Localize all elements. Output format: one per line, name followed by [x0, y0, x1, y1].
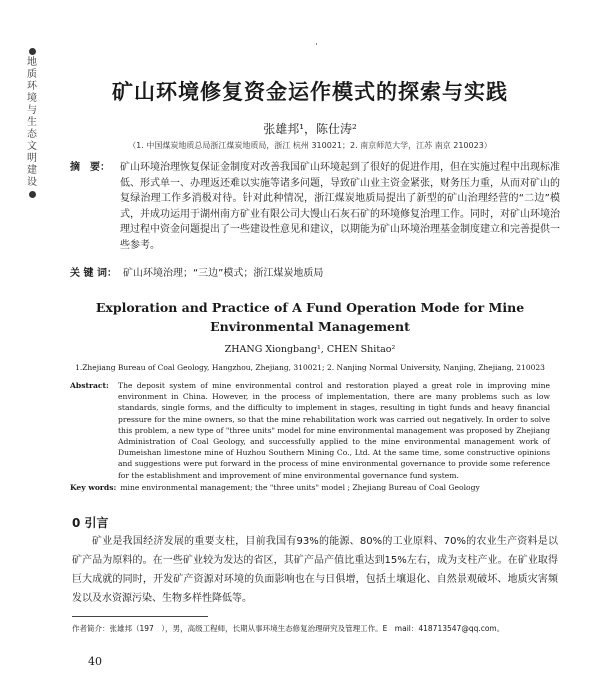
- affiliation-english: 1.Zhejiang Bureau of Coal Geology, Hangzhou, Zhejiang, 310021; 2. Nanjing Normal University, Nanjing, Zhejiang, 210023: [75, 363, 545, 372]
- abstract-english: [70, 380, 550, 481]
- author-footnote: 作者简介：张雄邦（197 ），男，高级工程师，长期从事环境生态修复治理研究及管理工作。E mail：418713547@qq.com。: [72, 624, 505, 633]
- authors-english: ZHANG Xiongbang¹, CHEN Shitao²: [224, 344, 396, 355]
- keywords-chinese: [70, 264, 560, 279]
- keywords-english: [70, 483, 550, 492]
- scan-speck: [316, 43, 317, 45]
- bullet-dot-icon: [29, 191, 36, 198]
- authors-chinese: 张雄邦¹，陈仕涛²: [263, 122, 357, 136]
- keywords-chinese-label: 关 键 词：: [70, 268, 117, 279]
- page-number: 40: [88, 655, 102, 668]
- side-column-label: [25, 46, 39, 200]
- bullet-dot-icon: [29, 48, 36, 55]
- keywords-chinese-text: 矿山环境治理；“三边”模式；浙江煤炭地质局: [122, 268, 324, 279]
- side-label-text: 地质环境与生态文明建设: [27, 57, 37, 188]
- affiliation-chinese: （1. 中国煤炭地质总局浙江煤炭地质局，浙江 杭州 310021；2. 南京师范大学，江苏 南京 210023）: [128, 141, 492, 150]
- title-chinese: 矿山环境修复资金运作模式的探索与实践: [112, 79, 508, 104]
- title-english: Exploration and Practice of A Fund Operation Mode for Mine Environmental Management: [95, 300, 525, 334]
- section-body-text: 矿业是我国经济发展的重要支柱，目前我国有93%的能源、80%的工业原料、70%的农业生产资料是以矿产品为原料的。在一些矿业较为发达的省区，其矿产品产值比重达到15%左右，成为支柱产业。在矿业取得巨大成就的同时，开发矿产资源对环境的负面影响也在与日俱增，包括土壤退化、自然景观破坏、地质灾害频发以及水资源污染、生物多样性降低等。: [72, 536, 558, 604]
- keywords-english-text: mine environmental management; the "three units" model ; Zhejiang Bureau of Coal Geology: [120, 483, 480, 492]
- footnote-divider: [72, 616, 208, 617]
- abstract-english-text: The deposit system of mine environmental control and restoration played a great role in improving mine environment in China. However, in the process of implementation, there are many problems such as low standards, single forms, and the difficulty to implement in stages, resulting in tight funds and heavy financial pressure for the mine owners, so that the mine rehabilitation work was carried out negatively. In order to solve this problem, a new type of "three units" model for mine environmental management was proposed by Zhejiang Administration of Coal Geology, and successfully applied to the mine environmental management work of Dumeishan limestone mine of Huzhou Southern Mining Co., Ltd. At the same time, some constructive opinions and suggestions were put forward in the process of mine environmental governance to provide some reference for the establishment and improvement of mine environmental governance fund system.: [118, 381, 550, 480]
- abstract-chinese-label: 摘 要：: [70, 162, 110, 173]
- abstract-chinese-text: 矿山环境治理恢复保证金制度对改善我国矿山环境起到了很好的促进作用，但在实施过程中出现标准低、形式单一、办理返还难以实施等诸多问题，导致矿山业主资金紧张，财务压力重，从而对矿山的复绿治理工作多消极对待。针对此种情况，浙江煤炭地质局提出了新型的矿山治理经营的“二边”模式，并成功运用于湖州南方矿业有限公司大馒山石灰石矿的环境修复治理工作。同时，对矿山环境治理过程中资金问题提出了一些建设性意见和建议，以期能为矿山环境治理基金制度建立和完善提供一些参考。: [120, 162, 560, 251]
- abstract-english-label: Abstract:: [70, 381, 109, 390]
- abstract-chinese: [70, 160, 560, 253]
- section-heading: 0 引言: [72, 516, 109, 530]
- keywords-english-label: Key words:: [70, 483, 117, 492]
